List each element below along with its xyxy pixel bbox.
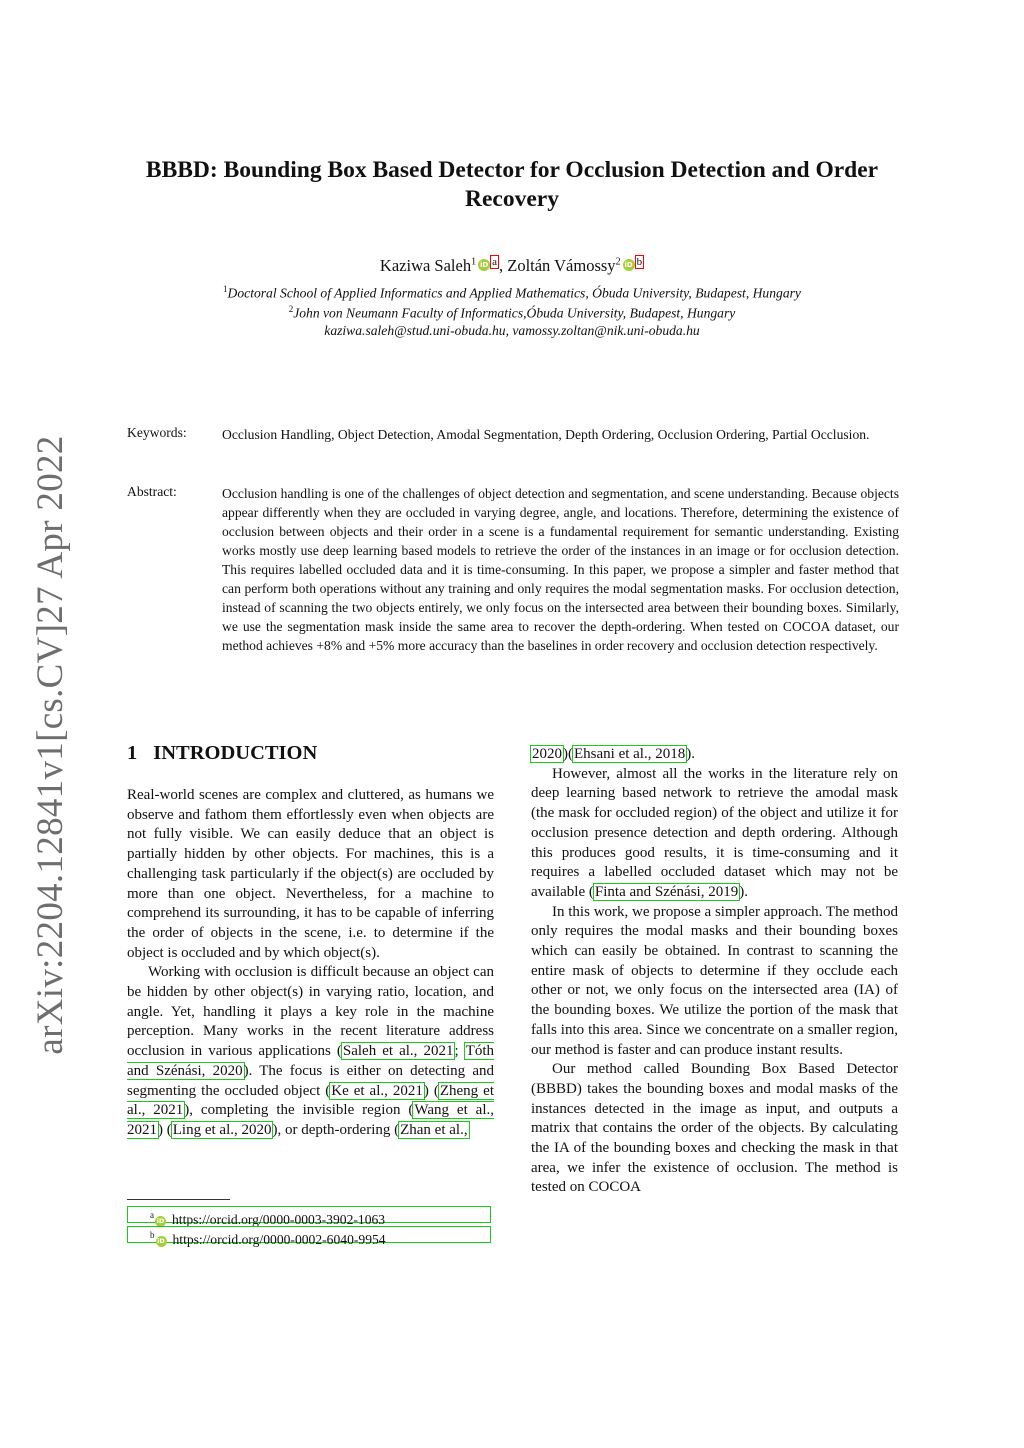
- paragraph: Working with occlusion is difficult because an object can be hidden by other object(s) in varying ratio, location, and angle. Yet, handling it plays a key role in the machine perception. Many works in the recent literature address occlusion in various applications (Saleh et al., 2021; Tóth and Szénási, 2020). The focus is either on detecting and segmenting the occluded object (Ke et al., 2021) (Zheng et al., 2021), completing the invisible region (Wang et al., 2021) (Ling et al., 2020), or depth-ordering (Zhan et al.,: [127, 964, 494, 1138]
- citation-link[interactable]: Ling et al., 2020: [172, 1121, 272, 1138]
- citation-link[interactable]: Ke et al., 2021: [331, 1082, 423, 1099]
- affiliation-2: $^2$John von Neumann Faculty of Informatics,Óbuda University, Budapest, Hungary: [288, 304, 736, 321]
- section-title: INTRODUCTION: [153, 742, 318, 764]
- citation-link[interactable]: Zheng et al., 2021: [127, 1082, 494, 1119]
- citation-link[interactable]: Tóth and Szénási, 2020: [127, 1043, 494, 1079]
- orcid-url[interactable]: https://orcid.org/0000-0002-6040-9954: [172, 1232, 386, 1247]
- citation-link[interactable]: Ehsani et al., 2018: [574, 746, 686, 762]
- orcid-icon[interactable]: iD: [624, 261, 633, 269]
- paragraph: Our method called Bounding Box Based Detector (BBBD) takes the bounding boxes and modal masks of the instances detected in the image as input, and outputs a matrix that contains the order of the objects. By calculating the IA of the bounding boxes and checking the mask in that area, we infer the existence of occlusion. The method is tested on COCOA: [531, 1061, 898, 1196]
- citation-link[interactable]: Saleh et al., 2021: [342, 1043, 454, 1060]
- author-name: Zoltán Vámossy: [507, 256, 616, 275]
- author-affil-sup: 2: [615, 256, 621, 268]
- author-separator: ,: [498, 256, 508, 275]
- section-number: 1: [127, 742, 138, 764]
- paragraph: 2020)(Ehsani et al., 2018).: [532, 746, 695, 762]
- author-list: [100, 256, 924, 276]
- orcid-icon[interactable]: iD: [479, 261, 489, 269]
- arxiv-date: 27 Apr 2022: [29, 435, 71, 624]
- author-emails: kaziwa.saleh@stud.uni-obuda.hu, vamossy.zoltan@nik.uni-obuda.hu: [324, 323, 700, 338]
- footnote-mark: a: [150, 1210, 154, 1220]
- arxiv-sidebar: [25, 435, 75, 1055]
- keywords-label: Keywords:: [127, 425, 187, 440]
- affiliation-1: $^1$Doctoral School of Applied Informatics and Applied Mathematics, Óbuda University, Budapest, Hungary: [223, 284, 801, 301]
- orcid-icon: iD: [157, 1237, 165, 1245]
- author-affil-sup: 1: [471, 256, 477, 268]
- citation-link[interactable]: Finta and Szénási, 2019: [594, 883, 739, 900]
- footnote-mark: b: [150, 1230, 155, 1240]
- footnote-link[interactable]: a: [492, 256, 497, 268]
- citation-link[interactable]: Zhan et al.,: [400, 1121, 468, 1138]
- footnote-link[interactable]: b: [636, 256, 643, 268]
- citation-link[interactable]: 2020: [532, 746, 562, 762]
- citation-link[interactable]: Wang et al., 2021: [127, 1102, 494, 1138]
- left-column: [127, 786, 494, 1141]
- section-heading: [127, 742, 317, 765]
- paragraph: In this work, we propose a simpler approach. The method only requires the modal masks and their bounding boxes which can easily be obtained. In contrast to scanning the entire mask of objects to determine if they occlude each other or not, we only focus on the intersected area (IA) of the bounding boxes. We utilize the portion of the mask that falls into this area. Since we concentrate on a smaller region, our method is faster and can produce instant results.: [531, 903, 898, 1058]
- footnote-rule: [127, 1199, 230, 1200]
- orcid-url[interactable]: https://orcid.org/0000-0003-3902-1063: [172, 1212, 386, 1227]
- paragraph: However, almost all the works in the literature rely on deep learning based network to retrieve the amodal mask (the mask for occluded region) of the object and utilize it for occlusion presence detection and depth ordering. Although this produces good results, it is time-consuming and it requires a labelled occluded dataset which may not be available (Finta and Szénási, 2019).: [531, 765, 898, 900]
- right-column: [531, 745, 898, 1198]
- abstract-label: Abstract:: [127, 484, 177, 499]
- footnote-orcid[interactable]: [127, 1206, 491, 1227]
- abstract-text: Occlusion handling is one of the challenges of object detection and segmentation, and scene understanding. Because objects appear differently when they are occluded in varying degree, angle, and locations. Therefore, determining the existence of occlusion between objects and their order in a scene is a fundamental requirement for semantic understanding. Existing works mostly use deep learning based models to retrieve the order of the instances in an image or for occlusion detection. This requires labelled occluded data and it is time-consuming. In this paper, we propose a simpler and faster method that can perform both operations without any training and only requires the modal segmentation masks. For occlusion detection, instead of scanning the two objects entirely, we only focus on the intersected area between their bounding boxes. Similarly, we use the segmentation mask inside the same area to recover the depth-ordering. When tested on COCOA dataset, our method achieves +8% and +5% more accuracy than the baselines in order recovery and occlusion detection respectively.: [222, 486, 899, 653]
- paper-title: BBBD: Bounding Box Based Detector for Occlusion Detection and Order Recovery: [145, 157, 879, 212]
- arxiv-id: arXiv:2204.12841v1: [29, 741, 71, 1055]
- arxiv-category: [cs.CV]: [29, 623, 71, 742]
- paragraph: Real-world scenes are complex and cluttered, as humans we observe and fathom them effortlessly even when objects are not fully visible. We can easily deduce that an object is partially hidden by other objects. For machines, this is a challenging task particularly if the object(s) are occluded by more than one object. Nevertheless, for a machine to comprehend its surrounding, it has to be capable of inferring the order of objects in the scene, i.e. to determine if the object is occluded and by which object(s).: [127, 787, 494, 961]
- orcid-icon: iD: [156, 1217, 165, 1225]
- keywords-text: Occlusion Handling, Object Detection, Amodal Segmentation, Depth Ordering, Occlusion Ordering, Partial Occlusion.: [222, 427, 870, 442]
- footnote-orcid[interactable]: [127, 1226, 491, 1247]
- author-name: Kaziwa Saleh: [379, 256, 472, 275]
